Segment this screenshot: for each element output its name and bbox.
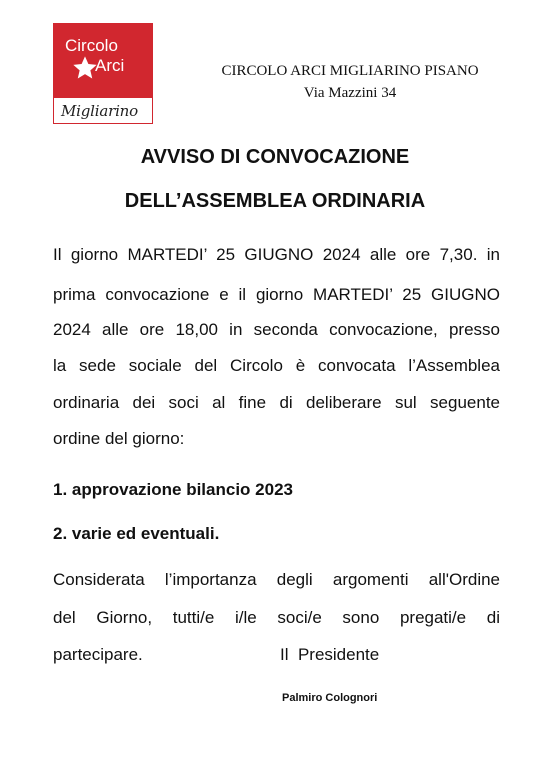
circolo-arci-logo [53, 23, 153, 124]
closing-line-2: del Giorno, tutti/e i/le soci/e sono pregati/e di [53, 608, 500, 627]
logo-text-arci: Arci [95, 56, 125, 75]
convocation-line-2: prima convocazione e il giorno MARTEDI’ 25 GIUGNO [53, 285, 500, 304]
convocation-line-6: ordine del giorno: [53, 429, 185, 448]
convocation-line-4: la sede sociale del Circolo è convocata l’Assemblea [53, 356, 500, 375]
agenda-item-2: 2. varie ed eventuali. [53, 524, 220, 543]
organization-name: CIRCOLO ARCI MIGLIARINO PISANO [221, 63, 479, 79]
organization-address: Via Mazzini 34 [303, 85, 397, 101]
president-title: Il Presidente [280, 645, 380, 664]
convocation-line-1: Il giorno MARTEDI’ 25 GIUGNO 2024 alle ore 7,30. in [53, 245, 500, 264]
notice-title: AVVISO DI CONVOCAZIONE [140, 146, 410, 168]
convocation-line-3: 2024 alle ore 18,00 in seconda convocazione, presso [53, 320, 500, 339]
logo-text-circolo: Circolo [65, 36, 118, 55]
logo-text-migliarino: Migliarino [61, 102, 138, 120]
agenda-item-1: 1. approvazione bilancio 2023 [53, 480, 293, 499]
convocation-line-5: ordinaria dei soci al fine di deliberare sul seguente [53, 393, 500, 412]
president-signature: Palmiro Colognori [282, 692, 378, 704]
closing-line-1: Considerata l’importanza degli argomenti all'Ordine [53, 570, 500, 589]
closing-line-3: partecipare. [53, 645, 143, 664]
notice-subtitle: DELL’ASSEMBLEA ORDINARIA [124, 190, 426, 212]
